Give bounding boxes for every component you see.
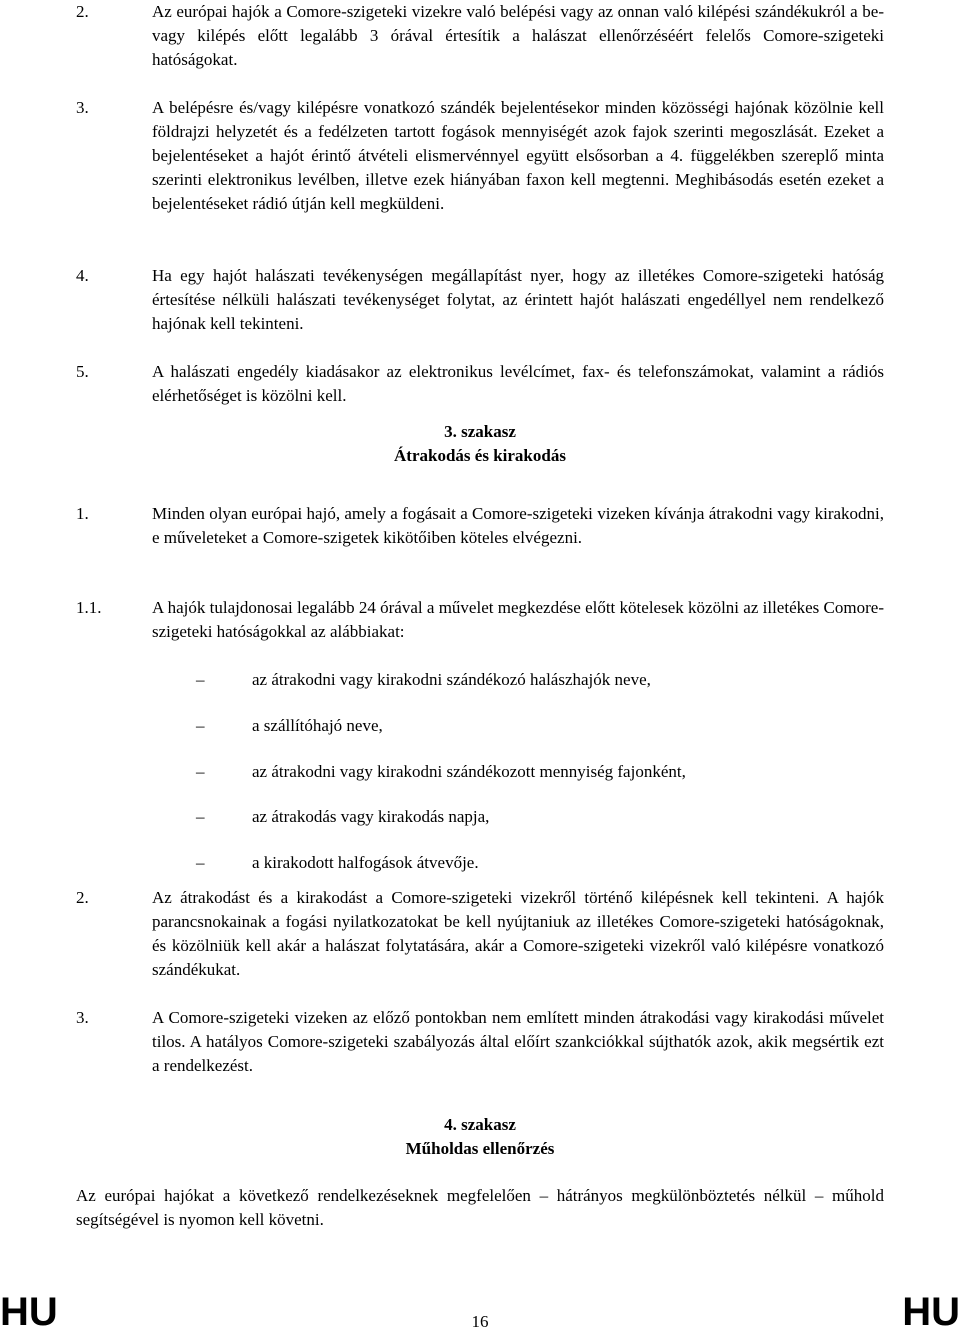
- list-item: [196, 668, 896, 692]
- paragraph-number: 2.: [76, 2, 89, 21]
- section-3-paragraph-1-1: [76, 596, 884, 644]
- section-3-paragraph-2: [76, 886, 884, 982]
- list-item-text: az átrakodás vagy kirakodás napja,: [252, 807, 490, 826]
- page-number: 16: [471, 1312, 489, 1331]
- footer-language-left: HU: [0, 1290, 58, 1334]
- dash-bullet: –: [196, 716, 205, 735]
- dash-bullet: –: [196, 670, 205, 689]
- paragraph-text: A Comore-szigeteki vizeken az előző pontokban nem említett minden átrakodási vagy kirakodási művelet tilos. A hatályos Comore-szigeteki szabályozás által előírt szankciókkal sújthatók azok, akik megsértik ezt a rendelkezést.: [152, 1008, 884, 1075]
- list-item: [196, 851, 896, 875]
- paragraph-text: Az átrakodást és a kirakodást a Comore-szigeteki vizekről történő kilépésnek kell tekinteni. A hajók parancsnokainak a fogási nyilatkozatokat be kell nyújtaniuk az illetékes Comore-szigeteki hatóságoknak, és közölniük kell akár a halászat folytatására, akár a Comore-szigeteki vizekről való kilépésre vonatkozó szándékukat.: [152, 888, 884, 979]
- paragraph-4: [76, 264, 884, 336]
- section-3-title: Átrakodás és kirakodás: [394, 446, 566, 465]
- paragraph-5: [76, 360, 884, 408]
- dash-bullet: –: [196, 807, 205, 826]
- section-4-text: Az európai hajókat a következő rendelkezéseknek megfelelően – hátrányos megkülönböztetés nélkül – műhold segítségével is nyomon kell követni.: [76, 1186, 884, 1229]
- section-4-number: 4. szakasz: [444, 1115, 516, 1134]
- paragraph-2: [76, 0, 884, 72]
- section-3-paragraph-3: [76, 1006, 884, 1078]
- list-item-text: az átrakodni vagy kirakodni szándékozott mennyiség fajonként,: [252, 762, 686, 781]
- list-item-text: a szállítóhajó neve,: [252, 716, 383, 735]
- paragraph-text: Ha egy hajót halászati tevékenységen megállapítást nyer, hogy az illetékes Comore-szigeteki hatóság értesítése nélküli halászati tevékenységet folytat, az érintett hajót halászati engedéllyel nem rendelkező hajónak kell tekinteni.: [152, 266, 884, 333]
- list-item: [196, 714, 896, 738]
- dash-bullet: –: [196, 762, 205, 781]
- paragraph-number: 4.: [76, 266, 89, 285]
- list-item-text: az átrakodni vagy kirakodni szándékozó halászhajók neve,: [252, 670, 651, 689]
- section-3-paragraph-1: [76, 502, 884, 550]
- section-4-title: Műholdas ellenőrzés: [405, 1139, 555, 1158]
- paragraph-number: 1.: [76, 504, 89, 523]
- paragraph-text: A hajók tulajdonosai legalább 24 órával a művelet megkezdése előtt kötelesek közölni az illetékes Comore-szigeteki hatóságokkal az alábbiakat:: [152, 598, 884, 641]
- section-3-number: 3. szakasz: [444, 422, 516, 441]
- paragraph-3: [76, 96, 884, 216]
- paragraph-text: A belépésre és/vagy kilépésre vonatkozó szándék bejelentésekor minden közösségi hajónak közölnie kell földrajzi helyzetét és a fedélzeten tartott fogások mennyiségét azok fajok szerinti megoszlását. Ezeket a bejelentéseket a hajót érintő átvételi elismervénnyel együtt elsősorban a 4. függelékben szereplő minta szerinti elektronikus levélben, illetve ezek hiányában faxon kell megtenni. Meghibásodás esetén ezeket a bejelentéseket rádió útján kell megküldeni.: [152, 98, 884, 213]
- paragraph-number: 2.: [76, 888, 89, 907]
- dash-bullet: –: [196, 853, 205, 872]
- footer-language-right: HU: [902, 1290, 960, 1334]
- list-item: [196, 760, 896, 784]
- paragraph-number: 3.: [76, 98, 89, 117]
- paragraph-number: 1.1.: [76, 598, 102, 617]
- paragraph-text: Az európai hajók a Comore-szigeteki vizekre való belépési vagy az onnan való kilépési szándékukról a be- vagy kilépés előtt legalább 3 órával értesítik a halászat ellenőrzéséért felelős Comore-szigeteki hatóságokat.: [152, 2, 884, 69]
- paragraph-number: 5.: [76, 362, 89, 381]
- paragraph-text: Minden olyan európai hajó, amely a fogásait a Comore-szigeteki vizeken kívánja átrakodni vagy kirakodni, e műveleteket a Comore-szigetek kikötőiben köteles elvégezni.: [152, 504, 884, 547]
- paragraph-number: 3.: [76, 1008, 89, 1027]
- paragraph-text: A halászati engedély kiadásakor az elektronikus levélcímet, fax- és telefonszámokat, valamint a rádiós elérhetőséget is közölni kell.: [152, 362, 884, 405]
- list-item-text: a kirakodott halfogások átvevője.: [252, 853, 479, 872]
- list-item: [196, 805, 896, 829]
